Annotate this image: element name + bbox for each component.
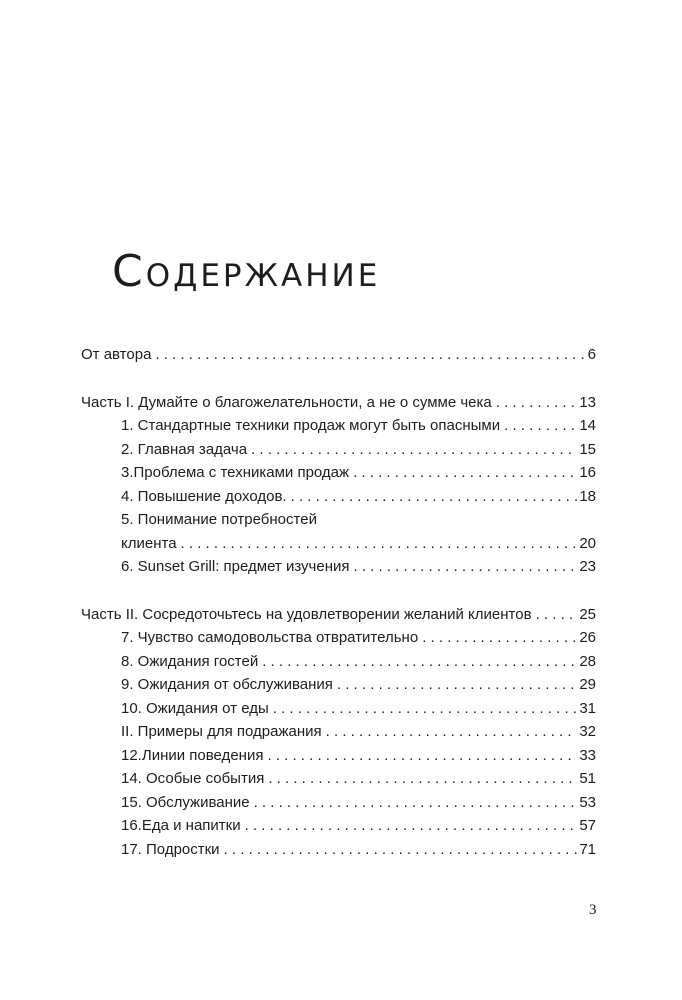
toc-entry-text: 12.Линии поведения (121, 746, 264, 764)
toc-entry-page: 16 (579, 464, 596, 481)
dot-leader (262, 650, 577, 674)
toc-entry-text: 16.Еда и напитки (121, 817, 241, 834)
toc-entry-page: 14 (579, 417, 596, 434)
toc-entry-text: Часть I. Думайте о благожелательности, а не о сумме чека (81, 393, 492, 411)
toc-entry-page: 29 (579, 676, 596, 693)
dot-leader (496, 391, 578, 415)
toc-entry-text: 7. Чувство самодовольства отвратительно (121, 629, 419, 646)
toc-entry-part-2[interactable] (81, 603, 596, 627)
toc-entry-chapter-3[interactable] (81, 461, 596, 485)
toc-entry-page: 26 (579, 629, 596, 646)
toc-entry-chapter-12[interactable] (81, 744, 596, 768)
dot-leader (326, 720, 578, 744)
toc-entry-text: Часть II. Сосредоточьтесь на удовлетворении желаний клиентов (81, 605, 532, 623)
toc-entry-text: 3.Проблема с техниками продаж (121, 464, 350, 481)
toc-entry-chapter-1[interactable] (81, 414, 596, 438)
dot-leader (254, 791, 578, 815)
toc-entry-chapter-4[interactable] (81, 485, 596, 509)
toc-entry-text: 2. Главная задача (121, 440, 248, 458)
toc-entry-text: 17. Подростки (121, 840, 220, 858)
toc-entry-part-1[interactable] (81, 391, 596, 415)
dot-leader (267, 744, 577, 768)
dot-leader (224, 838, 578, 862)
toc-entry-page: 6 (587, 346, 596, 363)
toc-entry-page: 33 (579, 746, 596, 764)
toc-entry-chapter-8[interactable] (81, 650, 596, 674)
dot-leader (291, 485, 578, 509)
toc-entry-chapter-9[interactable] (81, 673, 596, 697)
toc-entry-chapter-7[interactable] (81, 626, 596, 650)
dot-leader (155, 343, 585, 367)
toc-entry-page: 28 (579, 652, 596, 670)
toc-entry-author[interactable] (81, 343, 596, 367)
toc-entry-chapter-17[interactable] (81, 838, 596, 862)
toc-entry-chapter-15[interactable] (81, 791, 596, 815)
toc-entry-text: 5. Понимание потребностей (121, 511, 317, 528)
toc-entry-chapter-11[interactable] (81, 720, 596, 744)
toc-entry-text: 9. Ожидания от обслуживания (121, 676, 333, 693)
toc-entry-text: 4. Повышение доходов. (121, 487, 287, 505)
toc-entry-text: 10. Ожидания от еды (121, 699, 269, 717)
toc-entry-page: 18 (579, 487, 596, 505)
toc-entry-page: 53 (579, 793, 596, 811)
dot-leader (536, 603, 578, 627)
toc-entry-chapter-14[interactable] (81, 767, 596, 791)
toc-entry-text: 6. Sunset Grill: предмет изучения (121, 558, 350, 575)
dot-leader (251, 438, 577, 462)
toc-entry-page: 15 (579, 440, 596, 458)
toc-entry-page: 31 (579, 699, 596, 717)
toc-entry-text: 14. Особые события (121, 770, 265, 787)
toc-entry-chapter-5-line-2[interactable] (81, 532, 596, 556)
dot-leader (273, 697, 578, 721)
toc-entry-text: клиента (121, 534, 177, 552)
dot-leader (354, 555, 578, 579)
toc-entry-text: 8. Ожидания гостей (121, 652, 259, 670)
toc-entry-page: 57 (579, 817, 596, 834)
dot-leader (504, 414, 577, 438)
toc-entry-chapter-16[interactable] (81, 814, 596, 838)
toc-entry-page: 13 (579, 393, 596, 411)
toc-entry-page: 32 (579, 723, 596, 740)
toc-entry-text: II. Примеры для подражания (121, 723, 322, 740)
dot-leader (181, 532, 578, 556)
toc-entry-page: 51 (579, 770, 596, 787)
toc-entry-text: 1. Стандартные техники продаж могут быть опасными (121, 417, 501, 434)
page-number: 3 (589, 902, 597, 918)
toc-entry-text: 15. Обслуживание (121, 793, 250, 811)
toc-entry-page: 25 (579, 605, 596, 623)
toc-entry-chapter-10[interactable] (81, 697, 596, 721)
dot-leader (353, 461, 577, 485)
toc-entry-chapter-2[interactable] (81, 438, 596, 462)
dot-leader (268, 767, 577, 791)
page-title: Содержание (112, 246, 381, 297)
toc-entry-page: 20 (579, 534, 596, 552)
table-of-contents (81, 343, 596, 861)
dot-leader (337, 673, 577, 697)
dot-leader (245, 814, 578, 838)
toc-entry-chapter-6[interactable] (81, 555, 596, 579)
toc-entry-page: 71 (579, 840, 596, 858)
toc-entry-page: 23 (579, 558, 596, 575)
dot-leader (422, 626, 577, 650)
toc-entry-chapter-5-line-1[interactable] (81, 508, 596, 532)
toc-entry-text: От автора (81, 346, 152, 363)
